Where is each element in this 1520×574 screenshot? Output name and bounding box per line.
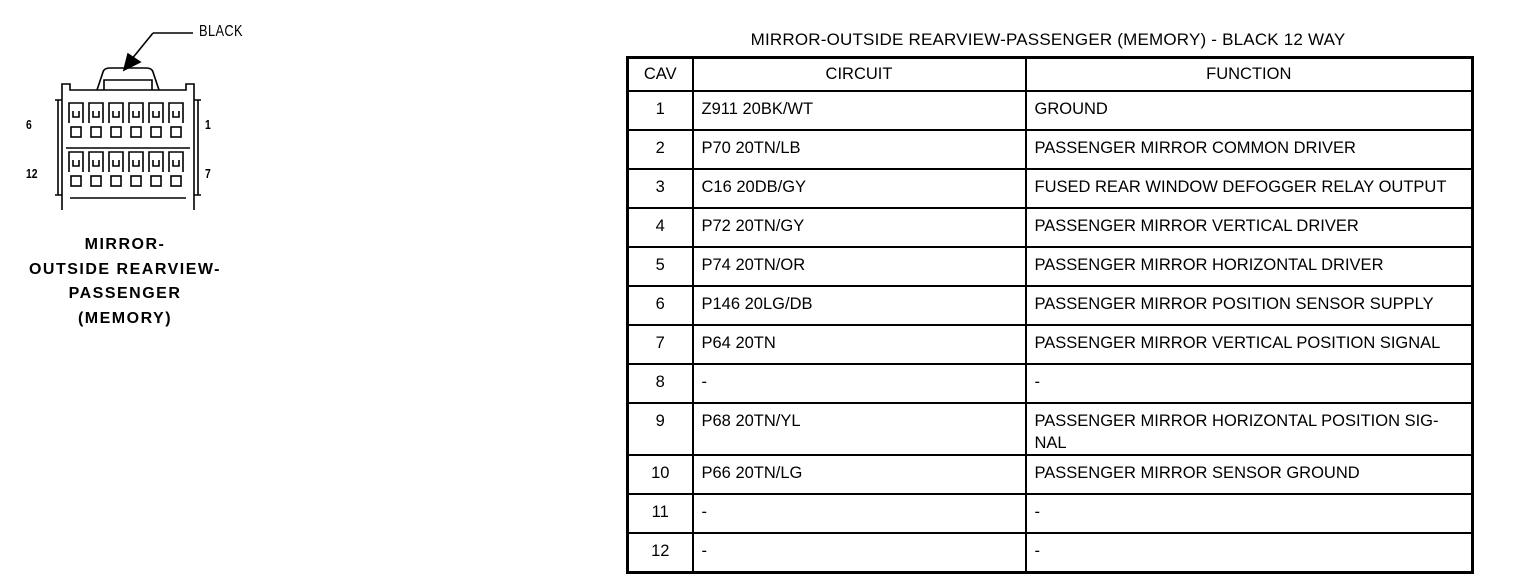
- cavity-window: [91, 176, 101, 186]
- circuit-cell: P70 20TN/LB: [693, 130, 1026, 169]
- function-cell: -: [1026, 494, 1473, 533]
- circuit-cell: P66 20TN/LG: [693, 455, 1026, 494]
- table-row: [628, 130, 1473, 169]
- circuit-cell: P74 20TN/OR: [693, 247, 1026, 286]
- cavity-terminal: [109, 152, 123, 172]
- function-cell: -: [1026, 533, 1473, 573]
- table-row: [628, 286, 1473, 325]
- circuit-cell: C16 20DB/GY: [693, 169, 1026, 208]
- cavity-window: [71, 176, 81, 186]
- circuit-cell: -: [693, 364, 1026, 403]
- cav-cell: 5: [628, 247, 693, 286]
- table-title: MIRROR-OUTSIDE REARVIEW-PASSENGER (MEMORY) - BLACK 12 WAY: [750, 30, 1346, 49]
- cavity-window: [171, 127, 181, 137]
- pin-label-6: 6: [26, 117, 32, 132]
- table-row: [628, 247, 1473, 286]
- cavity-window: [111, 176, 121, 186]
- cav-cell: 12: [628, 533, 693, 573]
- connector-name-line: OUTSIDE REARVIEW-: [28, 260, 221, 278]
- connector-cavities: [69, 103, 183, 186]
- connector-name-line: (MEMORY): [77, 309, 173, 327]
- circuit-cell: P64 20TN: [693, 325, 1026, 364]
- function-cell: PASSENGER MIRROR HORIZONTAL POSITION SIG-NAL: [1026, 403, 1473, 455]
- cavity-window: [131, 127, 141, 137]
- table-row: [628, 169, 1473, 208]
- function-cell: -: [1026, 364, 1473, 403]
- cav-cell: 3: [628, 169, 693, 208]
- table-row: [628, 91, 1473, 130]
- function-cell: PASSENGER MIRROR VERTICAL POSITION SIGNAL: [1026, 325, 1473, 364]
- cavity-terminal: [129, 103, 143, 123]
- connector-name-line: PASSENGER: [68, 285, 182, 302]
- cavity-window: [171, 176, 181, 186]
- header-circuit: CIRCUIT: [693, 58, 1026, 92]
- cavity-window: [71, 127, 81, 137]
- function-cell: PASSENGER MIRROR HORIZONTAL DRIVER: [1026, 247, 1473, 286]
- header-function: FUNCTION: [1026, 58, 1473, 92]
- cav-cell: 7: [628, 325, 693, 364]
- table-row: [628, 364, 1473, 403]
- circuit-cell: -: [693, 494, 1026, 533]
- cavity-terminal: [149, 152, 163, 172]
- cavity-terminal: [109, 103, 123, 123]
- function-cell: PASSENGER MIRROR POSITION SENSOR SUPPLY: [1026, 286, 1473, 325]
- table-row: [628, 403, 1473, 455]
- cavity-terminal: [69, 152, 83, 172]
- cav-cell: 1: [628, 91, 693, 130]
- connector-name-line: MIRROR-: [84, 236, 166, 253]
- cavity-window: [111, 127, 121, 137]
- pin-label-12: 12: [26, 166, 38, 181]
- connector-name: [20, 233, 230, 331]
- cavity-terminal: [89, 152, 103, 172]
- table-row: [628, 455, 1473, 494]
- cav-cell: 10: [628, 455, 693, 494]
- table-row: [628, 494, 1473, 533]
- cav-cell: 9: [628, 403, 693, 455]
- cavity-terminal: [129, 152, 143, 172]
- function-cell: FUSED REAR WINDOW DEFOGGER RELAY OUTPUT: [1026, 169, 1473, 208]
- table-header-row: [628, 58, 1473, 92]
- cavity-terminal: [89, 103, 103, 123]
- table-row: [628, 325, 1473, 364]
- cavity-window: [151, 127, 161, 137]
- cavity-terminal: [169, 152, 183, 172]
- cav-cell: 11: [628, 494, 693, 533]
- function-cell: PASSENGER MIRROR SENSOR GROUND: [1026, 455, 1473, 494]
- header-cav: CAV: [628, 58, 693, 92]
- pin-label-1: 1: [205, 117, 211, 132]
- circuit-cell: P146 20LG/DB: [693, 286, 1026, 325]
- cavity-window: [91, 127, 101, 137]
- circuit-cell: Z911 20BK/WT: [693, 91, 1026, 130]
- pinout-table: [626, 56, 1474, 574]
- callout-leader: [124, 33, 193, 70]
- cavity-window: [131, 176, 141, 186]
- pin-label-7: 7: [205, 166, 211, 181]
- cav-cell: 4: [628, 208, 693, 247]
- table-row: [628, 208, 1473, 247]
- cavity-window: [151, 176, 161, 186]
- connector-color-label: BLACK: [199, 23, 243, 40]
- function-cell: PASSENGER MIRROR COMMON DRIVER: [1026, 130, 1473, 169]
- cavity-terminal: [149, 103, 163, 123]
- cav-cell: 6: [628, 286, 693, 325]
- table-row: [628, 533, 1473, 573]
- circuit-cell: P68 20TN/YL: [693, 403, 1026, 455]
- circuit-cell: -: [693, 533, 1026, 573]
- cavity-terminal: [69, 103, 83, 123]
- function-cell: GROUND: [1026, 91, 1473, 130]
- function-cell: PASSENGER MIRROR VERTICAL DRIVER: [1026, 208, 1473, 247]
- connector-latch: [97, 68, 159, 90]
- cav-cell: 2: [628, 130, 693, 169]
- circuit-cell: P72 20TN/GY: [693, 208, 1026, 247]
- cavity-terminal: [169, 103, 183, 123]
- cav-cell: 8: [628, 364, 693, 403]
